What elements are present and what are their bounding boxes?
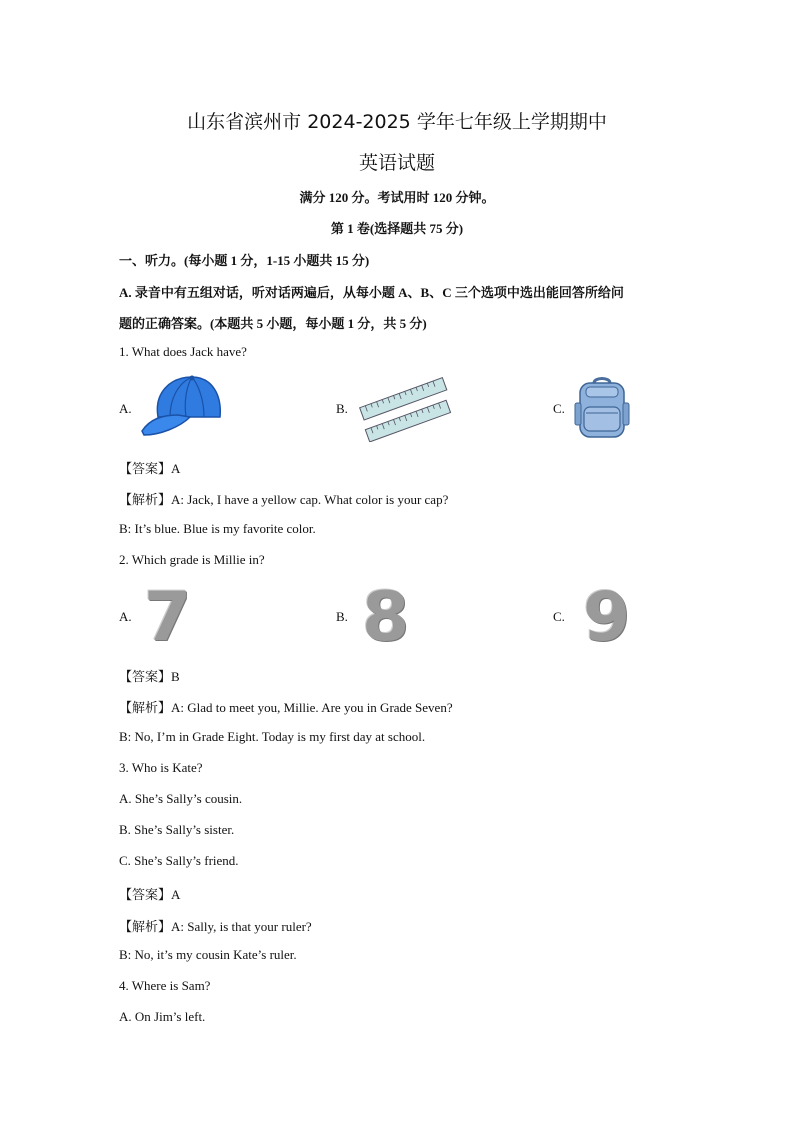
q1-analysis-cont: B: It’s blue. Blue is my favorite color. (119, 521, 316, 536)
q1-option-b-label: B. (336, 401, 348, 416)
page-title: 山东省滨州市 2024-2025 学年七年级上学期期中 (187, 111, 607, 133)
section-instruction-cont: 题的正确答案。(本题共 5 小题，每小题 1 分，共 5 分) (119, 316, 427, 331)
q1-answer: 【答案】A (119, 461, 181, 476)
page-subtitle: 英语试题 (358, 152, 435, 174)
q2-option-b-label: B. (336, 609, 348, 624)
q1-option-a-label: A. (119, 401, 132, 416)
q2-analysis: 【解析】A: Glad to meet you, Millie. Are you in Grade Seven? (119, 700, 453, 715)
q2-answer: 【答案】B (119, 669, 180, 684)
digit-seven-image: 7 (144, 578, 192, 657)
digit-eight-image: 8 (362, 578, 410, 657)
q2-analysis-cont: B: No, I’m in Grade Eight. Today is my first day at school. (119, 729, 426, 744)
q3-option-a: A. She’s Sally’s cousin. (119, 791, 243, 806)
q1-option-c-label: C. (553, 401, 565, 416)
q2-option-a-label: A. (119, 609, 132, 624)
question-2: 2. Which grade is Millie in? (119, 552, 265, 567)
backpack-icon (572, 375, 632, 441)
q1-analysis: 【解析】A: Jack, I have a yellow cap. What color is your cap? (119, 492, 449, 507)
q3-analysis-cont: B: No, it’s my cousin Kate’s ruler. (119, 947, 297, 962)
q2-option-c-label: C. (553, 609, 565, 624)
q4-option-a: A. On Jim’s left. (119, 1009, 206, 1024)
score-info: 满分 120 分。考试用时 120 分钟。 (299, 190, 495, 205)
rulers-icon (355, 376, 453, 442)
q3-answer: 【答案】A (119, 887, 181, 902)
digit-nine-image: 9 (583, 578, 631, 657)
question-3: 3. Who is Kate? (119, 760, 203, 775)
question-1: 1. What does Jack have? (119, 344, 247, 359)
q3-option-b: B. She’s Sally’s sister. (119, 822, 235, 837)
q3-option-c: C. She’s Sally’s friend. (119, 853, 239, 868)
volume-heading: 第 1 卷(选择题共 75 分) (330, 221, 464, 236)
section-instruction: A. 录音中有五组对话，听对话两遍后，从每小题 A、B、C 三个选项中选出能回答所给问 (119, 285, 624, 300)
question-4: 4. Where is Sam? (119, 978, 211, 993)
cap-icon (140, 373, 224, 439)
section-heading: 一、听力。(每小题 1 分，1-15 小题共 15 分) (119, 253, 370, 268)
q3-analysis: 【解析】A: Sally, is that your ruler? (119, 919, 312, 934)
